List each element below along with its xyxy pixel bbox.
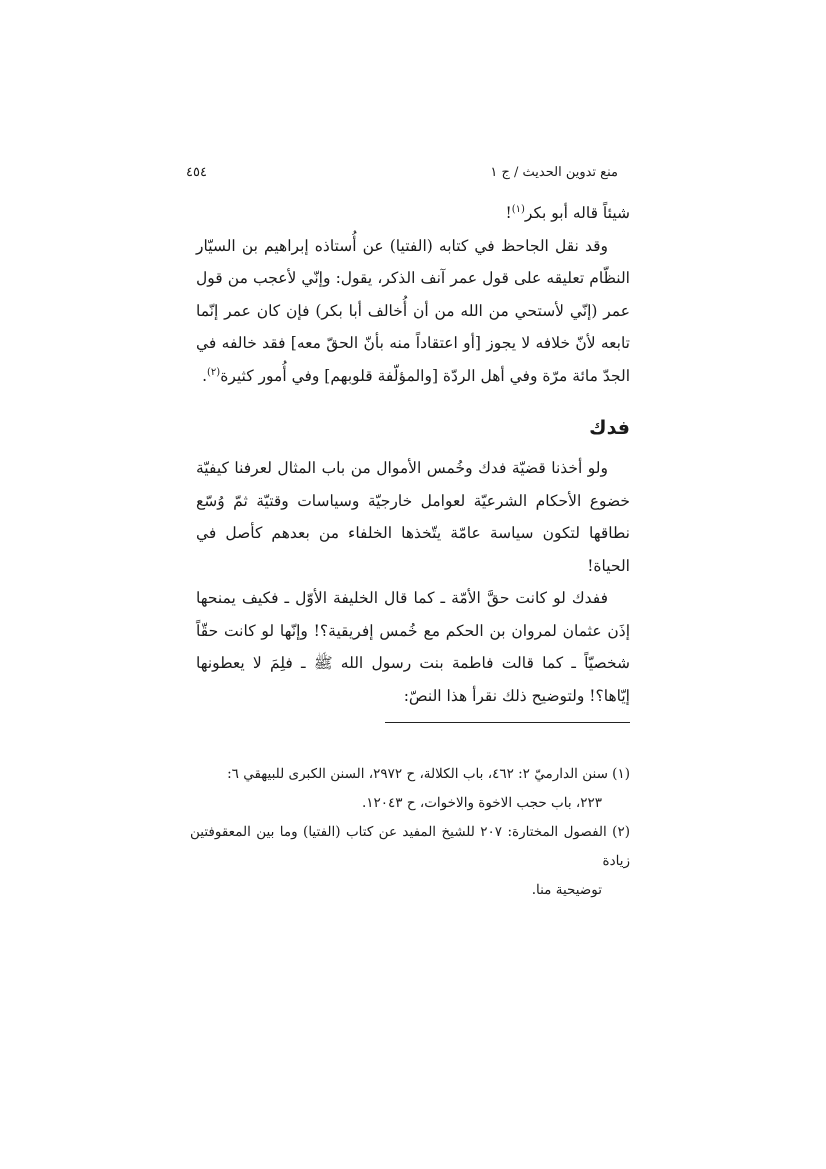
paragraph-1-text: شيئاً قاله أبو بكر (524, 204, 630, 222)
footnote-separator (385, 722, 630, 723)
paragraph-1-end: ! (505, 204, 512, 222)
footnotes (190, 760, 630, 905)
footnote-1-line-1: (١) سنن الدارميّ ٢: ٤٦٢، باب الكلالة، ح ٢٩٧٢، السنن الكبرى للبيهقي ٦: (227, 766, 630, 782)
section-heading: فدك (589, 417, 630, 439)
paragraph-3: ولو أخذنا قضيّة فدك وخُمس الأموال من باب المثال لعرفنا كيفيّة خضوع الأحكام الشرعيّة لعوامل خارجيّة وسياسات وقتيّة ثمّ وُسّع نطاقها لتكون سياسة عامّة يتّخذها الخلفاء من بعدهم كأصل في الحياة! (196, 459, 630, 575)
main-text (196, 197, 630, 723)
paragraph-4: ففدك لو كانت حقَّ الأمّة ـ كما قال الخليفة الأوّل ـ فكيف يمنحها إذَن عثمان لمروان بن الحكم مع خُمس إفريقية؟! وإنّها لو كانت حقّاً شخصيّاً ـ كما قالت فاطمة بنت رسول الله ﷺ ـ فلِمَ لا يعطونها إيّاها؟! ولتوضيح ذلك نقرأ هذا النصّ: (196, 589, 630, 705)
footnote-ref-2: (٢) (207, 366, 221, 378)
footnote-ref-1: (١) (511, 203, 525, 215)
page-header (186, 165, 618, 189)
paragraph-1 (196, 197, 630, 230)
running-title: منع تدوين الحديث / ج ١ (490, 165, 618, 180)
footnote-1-line-2: ٢٢٣، باب حجب الاخوة والاخوات، ح ١٢٠٤٣. (362, 795, 602, 811)
footnote-2-line-1: (٢) الفصول المختارة: ٢٠٧ للشيخ المفيد عن كتاب (الفتيا) وما بين المعقوفتين زيادة (190, 824, 630, 869)
paragraph-2-text: وقد نقل الجاحظ في كتابه (الفتيا) عن أُستاذه إبراهيم بن السيّار النظّام تعليقه على قول عمر آنف الذكر، يقول: وإنّي لأعجب من قول عمر (إنّي لأستحي من الله من أن أُخالف أبا بكر) فإن كان عمر إنّما تابعه لأنّ خلافه لا يجوز [أو اعتقاداً منه بأنّ الحقّ معه] فقد خالفه في الجدّ مائة مرّة وفي أهل الردّة [والمؤلّفة قلوبهم] وفي أُمور كثيرة (196, 236, 630, 385)
footnote-2-line-2: توضيحية منا. (531, 882, 602, 898)
paragraph-2 (196, 230, 630, 393)
page-number: ٤٥٤ (186, 165, 207, 180)
paragraph-2-end: . (202, 366, 208, 385)
